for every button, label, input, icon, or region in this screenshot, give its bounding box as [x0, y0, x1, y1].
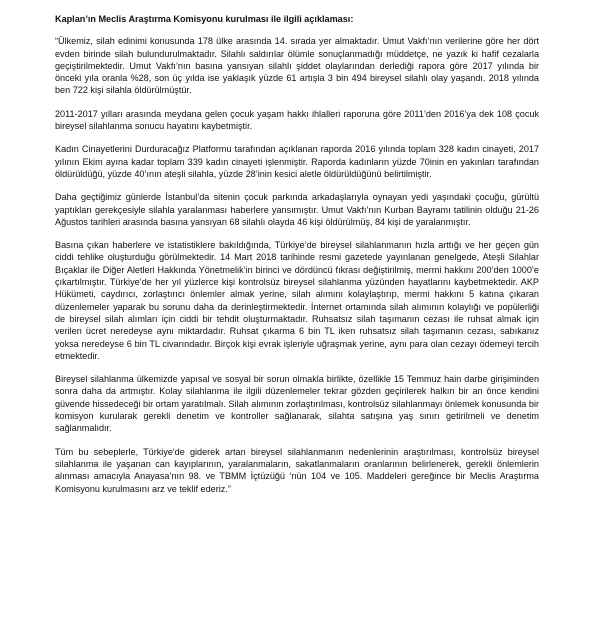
paragraph-recent-incidents: Daha geçtiğimiz günlerde İstanbul’da sitenin çocuk parkında arkadaşlarıyla oynayan yedi yaşındaki çocuğu, gürültü yaptıkları gerekçesiyle silahla yaralanması haberlere yansımıştır. Umut Vakfı’nın Kurban Bayramı tatilinin olduğu 21-26 Ağustos tarihleri arasında basına yansıyan 68 silahlı olayda 46 kişi öldürülmüş, 84 kişi de yaralanmıştır. [55, 192, 539, 227]
paragraph-children: 2011-2017 yılları arasında meydana gelen çocuk yaşam hakkı ihlalleri raporuna göre 2011’den 2016’ya dek 108 çocuk bireysel silahlanma sonucu hayatını kaybetmiştir. [55, 108, 539, 132]
document-title: Kaplan’ın Meclis Araştırma Komisyonu kurulması ile ilgili açıklaması: [55, 14, 354, 24]
paragraph-request: Tüm bu sebeplerle, Türkiye'de giderek artan bireysel silahlanmanın nedenlerinin araştırılması, kontrolsüz bireysel silahlanma ile yaşanan can kayıplarının, yaralanmaların, sakatlanmaların oranlarının belirlenerek, gerekli önlemlerin alınması amacıyla Anayasa’nın 98. ve TBMM İçtüzüğü ‘nün 104 ve 105. Maddeleri gereğince bir Meclis Araştırma Komisyonu kurulmasını arz ve teklif ederiz.” [55, 446, 539, 494]
paragraph-structural-problem: Bireysel silahlanma ülkemizde yapısal ve sosyal bir sorun olmakla birlikte, özellikle 15 Temmuz hain darbe girişiminden sonra daha da artmıştır. Kolay silahlanma ile ilgili düzenlemeler tekrar gözden geçirilerek halkın bir an önce kendini güvende hissedeceği bir ortam yaratılmalı. Silah alımının zorlaştırılması, kontrolsüz silahlanmayı önlemek konusunda bir komisyon kurularak gerekli denetim ve kontroller sağlanarak, silahta satışına yaş sınırı getirilmeli ve denetim sağlanmalıdır. [55, 374, 539, 434]
document-page [55, 13, 539, 506]
paragraph-femicide: Kadın Cinayetlerini Durduracağız Platformu tarafından açıklanan raporda 2016 yılında toplam 328 kadın cinayeti, 2017 yılının Ekim ayına kadar toplam 339 kadın cinayeti işlenmiştir. Raporda kadınların yüzde 70inin en yakınları tarafından öldürüldüğü, yüzde 40’ının ateşli silahla, yüzde 28’inin kesici aletle öldürüldüğünü belirtilmiştir. [55, 144, 539, 179]
paragraph-statistics: “Ülkemiz, silah edinimi konusunda 178 ülke arasında 14. sırada yer almaktadır. Umut Vakfı’nın verilerine göre her dört evden birinde silah bulundurulmaktadır. Silahlı saldırılar ölümle sonuçlanmadığı müddetçe, ne yazık ki hafif cezalarla geçiştirilmektedir. Umut Vakfı’nın basına yansıyan silahlı şiddet olaylarından derlediği rapora göre 2017 yılında bir önceki yıla oranla %28, son üç yılda ise yaklaşık yüzde 61 artışla 3 bin 494 bireysel silahlı olay yaşandı. 2018 yılında ben 722 kişi silahla öldürülmüştür. [55, 36, 539, 96]
paragraph-regulation: Basına çıkan haberlere ve istatistiklere bakıldığında, Türkiye’de bireysel silahlanmanın hızla arttığı ve her geçen gün ciddi tehlike oluşturduğu görülmektedir. 14 Mart 2018 tarihinde resmi gazetede yayınlanan genelgede, Ateşli Silahlar Bıçaklar ile Diğer Aletleri Hakkında Yönetmelik’in birinci ve dördüncü fıkrası değiştirilmiş, mermi hakkını 200’den 1000’e çıkartılmıştır. Türkiye’de her yıl yüzlerce kişi kontrolsüz bireysel silahlanma yüzünden hayatlarını kaybetmektedir. AKP Hükümeti, caydırıcı, zorlaştırıcı önlemler almak yerine, silah alımını kolaylaştırıp, mermi hakkını 5 katına çıkaran düzenlemeler yaparak bu sorunu daha da derinleştirmektedir. İnternet ortamında silah alımının kolaylığı ve popülerliği de bireysel silah alımları için ciddi bir tehdit oluşturmaktadır. Ruhsatsız silah taşımanın cezası ile ruhsat almak için verilen ücret neredeyse aynı miktardadır. Ruhsat çıkarma 6 bin TL iken ruhsatsız silah taşımanın cezası, sabıkanız yoksa neredeyse 6 bin TL civarındadır. Birçok kişi evrak işleriyle uğraşmak yerine, aynı para olan cezayı ödemeyi tercih etmektedir. [55, 240, 539, 361]
